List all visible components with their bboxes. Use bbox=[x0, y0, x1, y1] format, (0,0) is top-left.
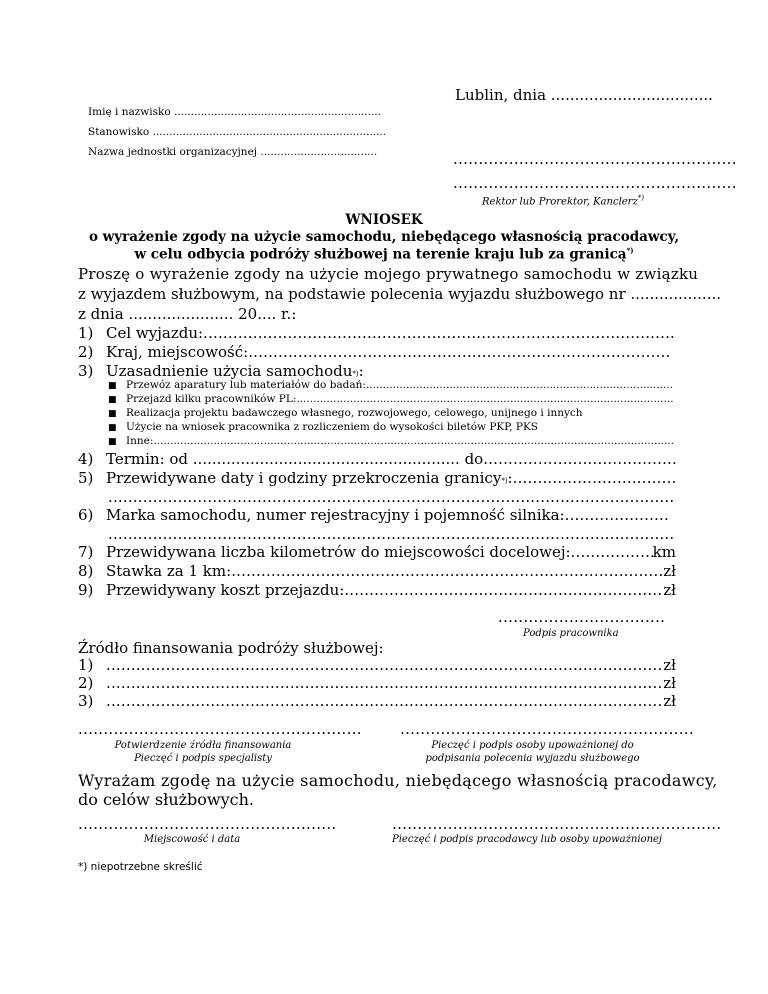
item-label: Przewidywany koszt przejazdu: bbox=[106, 581, 345, 599]
unit-zl: zł bbox=[663, 562, 676, 580]
doc-subtitle-1: o wyrażenie zgody na użycie samochodu, niebędącego własnością pracodawcy, bbox=[88, 229, 680, 245]
employer-signature-caption: Pieczęć i podpis pracodawcy lub osoby upoważnionej bbox=[392, 834, 663, 845]
employee-signature-caption: Podpis pracownika bbox=[523, 628, 619, 639]
fill-line[interactable] bbox=[231, 562, 663, 580]
intro-line-3: z dnia ...................... 20.... r.: bbox=[78, 305, 297, 323]
reason-label: Realizacja projektu badawczego własnego, rozwojowego, celowego, unijnego i innych bbox=[126, 407, 583, 419]
item-label: Cel wyjazdu: bbox=[106, 324, 204, 342]
doc-title: WNIOSEK bbox=[345, 212, 423, 228]
item-number: 1) bbox=[78, 656, 94, 674]
item-label: Marka samochodu, numer rejestracyjny i pojemność silnika: bbox=[106, 506, 565, 524]
bullet-icon: ■ bbox=[108, 437, 117, 447]
unit-zl: zł bbox=[663, 692, 676, 710]
bullet-icon: ■ bbox=[108, 381, 117, 391]
item-purpose[interactable] bbox=[78, 324, 676, 342]
item-number: 1) bbox=[78, 324, 94, 342]
footnote-mark: *) bbox=[501, 477, 508, 485]
employee-signature-line[interactable]: ................................. bbox=[498, 608, 666, 626]
unit-zl: zł bbox=[663, 674, 676, 692]
funding-row[interactable] bbox=[78, 656, 676, 674]
employer-signature-line[interactable]: ................................................................. bbox=[392, 815, 722, 833]
item-number: 4) bbox=[78, 450, 94, 468]
unit-zl: zł bbox=[663, 656, 676, 674]
fill-line[interactable] bbox=[296, 393, 674, 405]
recipient-line-2[interactable]: ........................................................ bbox=[453, 174, 737, 192]
footnote-mark: *) bbox=[637, 194, 644, 202]
reason-equipment[interactable] bbox=[108, 379, 674, 391]
unit-zl: zł bbox=[663, 581, 676, 599]
item-border-crossing-cont[interactable] bbox=[108, 488, 676, 506]
item-label-suffix: : bbox=[358, 362, 364, 380]
reason-other[interactable] bbox=[108, 435, 674, 447]
fill-line[interactable] bbox=[344, 581, 663, 599]
fill-line[interactable] bbox=[248, 343, 670, 361]
doc-subtitle-2-text: w celu odbycia podróży służbowej na terenie kraju lub za granicą bbox=[134, 246, 627, 263]
fill-line[interactable] bbox=[106, 674, 663, 692]
fill-line[interactable] bbox=[483, 450, 676, 468]
consent-line-2: do celów służbowych. bbox=[78, 790, 255, 809]
reason-employees[interactable] bbox=[108, 393, 674, 405]
funding-confirm-caption-2: Pieczęć i podpis specjalisty bbox=[134, 753, 272, 764]
reason-ticket-refund[interactable] bbox=[108, 421, 674, 433]
item-country-place[interactable] bbox=[78, 343, 676, 361]
bullet-icon: ■ bbox=[108, 395, 117, 405]
item-label: Przewidywana liczba kilometrów do miejscowości docelowej: bbox=[106, 543, 571, 561]
reason-label: Przejazd kilku pracowników PL: bbox=[126, 393, 297, 405]
intro-line-1: Proszę o wyrażenie zgody na użycie mojego prywatnego samochodu w związku bbox=[78, 265, 699, 283]
unit-field[interactable]: Nazwa jednostki organizacyjnej ................................... bbox=[88, 146, 378, 158]
item-justification bbox=[78, 362, 676, 380]
fill-line[interactable] bbox=[108, 488, 676, 506]
footnote-mark: *) bbox=[352, 370, 359, 378]
item-number: 7) bbox=[78, 543, 94, 561]
item-car-details[interactable] bbox=[78, 506, 676, 524]
funding-confirm-caption-1: Potwierdzenie źródła finansowania bbox=[114, 740, 292, 751]
item-label: Stawka za 1 km: bbox=[106, 562, 232, 580]
footnote: *) niepotrzebne skreślić bbox=[78, 861, 203, 873]
recipient-caption-text: Rektor lub Prorektor, Kanclerz bbox=[482, 196, 638, 208]
item-label: Kraj, miejscowość: bbox=[106, 343, 249, 361]
item-label: Termin: od ........................................................ do bbox=[106, 450, 484, 468]
item-distance[interactable] bbox=[78, 543, 676, 561]
item-number: 8) bbox=[78, 562, 94, 580]
item-rate[interactable] bbox=[78, 562, 676, 580]
fill-line[interactable] bbox=[106, 656, 663, 674]
item-term[interactable] bbox=[78, 450, 676, 468]
item-border-crossing[interactable] bbox=[78, 469, 676, 487]
fill-line[interactable] bbox=[153, 435, 674, 447]
bullet-icon: ■ bbox=[108, 409, 117, 419]
bullet-icon: ■ bbox=[108, 423, 117, 433]
item-number: 3) bbox=[78, 692, 94, 710]
fill-line[interactable] bbox=[108, 525, 676, 543]
item-car-details-cont[interactable] bbox=[108, 525, 676, 543]
item-number: 9) bbox=[78, 581, 94, 599]
reason-project[interactable] bbox=[108, 407, 674, 419]
place-date-caption: Miejscowość i data bbox=[143, 834, 241, 845]
item-cost[interactable] bbox=[78, 581, 676, 599]
funding-row[interactable] bbox=[78, 674, 676, 692]
fill-line[interactable] bbox=[106, 692, 663, 710]
fill-line[interactable] bbox=[571, 543, 653, 561]
fill-line[interactable] bbox=[565, 506, 668, 524]
unit-km: km bbox=[652, 543, 676, 561]
recipient-line-1[interactable]: ........................................................ bbox=[453, 150, 737, 168]
item-label: Uzasadnienie użycia samochodu bbox=[106, 362, 353, 380]
name-field[interactable]: Imię i nazwisko .............................................................. bbox=[88, 106, 381, 118]
place-date-line[interactable]: ................................................... bbox=[78, 815, 337, 833]
item-number: 3) bbox=[78, 362, 94, 380]
funding-confirm-line[interactable]: ........................................................ bbox=[78, 720, 362, 738]
consent-line-1: Wyrażam zgodę na użycie samochodu, niebędącego własnością pracodawcy, bbox=[78, 771, 718, 790]
item-number: 5) bbox=[78, 469, 94, 487]
item-number: 2) bbox=[78, 674, 94, 692]
funding-heading: Źródło finansowania podróży służbowej: bbox=[78, 639, 384, 657]
funding-row[interactable] bbox=[78, 692, 676, 710]
item-label: Przewidywane daty i godziny przekroczenia granicy bbox=[106, 469, 502, 487]
authorized-person-caption-2: podpisania polecenia wyjazdu służbowego bbox=[425, 753, 640, 764]
doc-subtitle-2 bbox=[0, 246, 768, 263]
item-number: 2) bbox=[78, 343, 94, 361]
fill-line[interactable] bbox=[366, 379, 674, 391]
footnote-mark: *) bbox=[626, 246, 634, 255]
fill-line[interactable] bbox=[203, 324, 676, 342]
item-number: 6) bbox=[78, 506, 94, 524]
item-label-suffix: : bbox=[507, 469, 513, 487]
authorized-person-caption-1: Pieczęć i podpis osoby upoważnionej do bbox=[431, 740, 634, 751]
fill-line[interactable] bbox=[513, 469, 676, 487]
reason-label: Inne: bbox=[126, 435, 154, 447]
authorized-person-line[interactable]: .......................................................... bbox=[400, 720, 694, 738]
place-date: Lublin, dnia .................................. bbox=[455, 86, 713, 104]
recipient-caption bbox=[482, 194, 644, 207]
position-field[interactable]: Stanowisko ...................................................................... bbox=[88, 126, 387, 138]
reason-label: Użycie na wniosek pracownika z rozliczeniem do wysokości biletów PKP, PKS bbox=[126, 421, 538, 433]
reason-label: Przewóz aparatury lub materiałów do badań: bbox=[126, 379, 366, 391]
intro-line-2: z wyjazdem służbowym, na podstawie polecenia wyjazdu służbowego nr ................... bbox=[78, 285, 722, 303]
